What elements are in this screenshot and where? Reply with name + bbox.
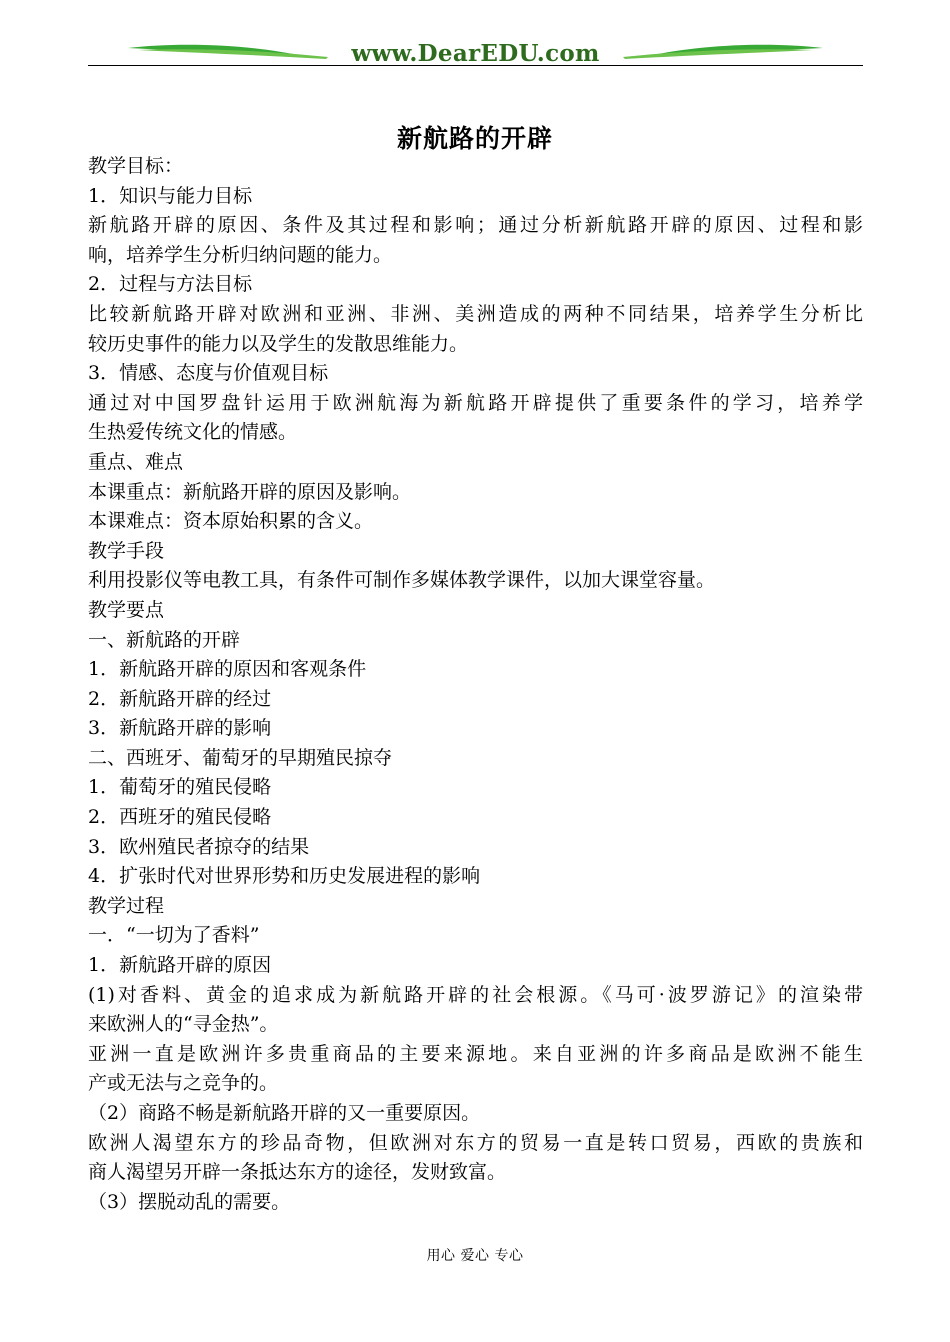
page-title: 新航路的开辟: [396, 124, 553, 153]
text-line: 比较新航路开辟对欧洲和亚洲、非洲、美洲造成的两种不同结果，培养学生分析比: [88, 302, 863, 325]
text-line: 3．欧州殖民者掠夺的结果: [88, 835, 310, 858]
text-line: 较历史事件的能力以及学生的发散思维能力。: [88, 332, 469, 355]
text-line: 一．“一切为了香料”: [88, 924, 260, 947]
text-line: 亚洲一直是欧洲许多贵重商品的主要来源地。来自亚洲的许多商品是欧洲不能生: [88, 1042, 863, 1065]
text-line: 2．西班牙的殖民侵略: [88, 806, 272, 829]
text-line: 生热爱传统文化的情感。: [88, 421, 298, 444]
text-line: 1．新航路开辟的原因: [88, 954, 272, 977]
text-line: 欧洲人渴望东方的珍品奇物，但欧洲对东方的贸易一直是转口贸易，西欧的贵族和: [88, 1131, 863, 1154]
text-line: (1)对香料、黄金的追求成为新航路开辟的社会根源。《马可·波罗游记》的渲染带: [88, 983, 863, 1006]
text-line: 二、西班牙、葡萄牙的早期殖民掠夺: [88, 746, 393, 769]
text-line: 2．新航路开辟的经过: [88, 687, 272, 710]
text-line: 响，培养学生分析归纳问题的能力。: [88, 243, 393, 266]
text-line: 2．过程与方法目标: [88, 273, 253, 296]
text-line: 本课难点：资本原始积累的含义。: [88, 510, 374, 533]
site-url: www.DearEDU.com: [351, 40, 600, 67]
text-line: （3）摆脱动乱的需要。: [88, 1190, 291, 1213]
text-line: 教学过程: [88, 894, 165, 917]
text-line: （2）商路不畅是新航路开辟的又一重要原因。: [88, 1102, 481, 1124]
text-line: 来欧洲人的“寻金热”。: [88, 1013, 279, 1036]
text-line: 本课重点：新航路开辟的原因及影响。: [88, 480, 412, 503]
text-line: 1．知识与能力目标: [88, 184, 253, 207]
header-rule: [88, 65, 863, 66]
page-footer: 用心 爱心 专心: [426, 1248, 524, 1264]
text-line: 一、新航路的开辟: [88, 628, 241, 651]
text-line: 商人渴望另开辟一条抵达东方的途径，发财致富。: [88, 1161, 507, 1184]
text-line: 教学手段: [88, 539, 165, 562]
text-line: 产或无法与之竞争的。: [88, 1072, 279, 1095]
text-line: 新航路开辟的原因、条件及其过程和影响；通过分析新航路开辟的原因、过程和影: [88, 214, 863, 237]
document-body: [88, 152, 863, 1217]
text-line: 教学目标：: [88, 155, 184, 177]
text-line: 4．扩张时代对世界形势和历史发展进程的影响: [88, 865, 481, 888]
text-line: 通过对中国罗盘针运用于欧洲航海为新航路开辟提供了重要条件的学习，培养学: [88, 391, 863, 414]
text-line: 3．新航路开辟的影响: [88, 717, 272, 740]
text-line: 教学要点: [88, 598, 165, 621]
text-line: 重点、难点: [88, 450, 184, 473]
text-line: 利用投影仪等电教工具，有条件可制作多媒体教学课件，以加大课堂容量。: [88, 569, 716, 592]
text-line: 1．葡萄牙的殖民侵略: [88, 776, 272, 799]
text-line: 1．新航路开辟的原因和客观条件: [88, 658, 367, 681]
text-line: 3．情感、态度与价值观目标: [88, 362, 329, 385]
